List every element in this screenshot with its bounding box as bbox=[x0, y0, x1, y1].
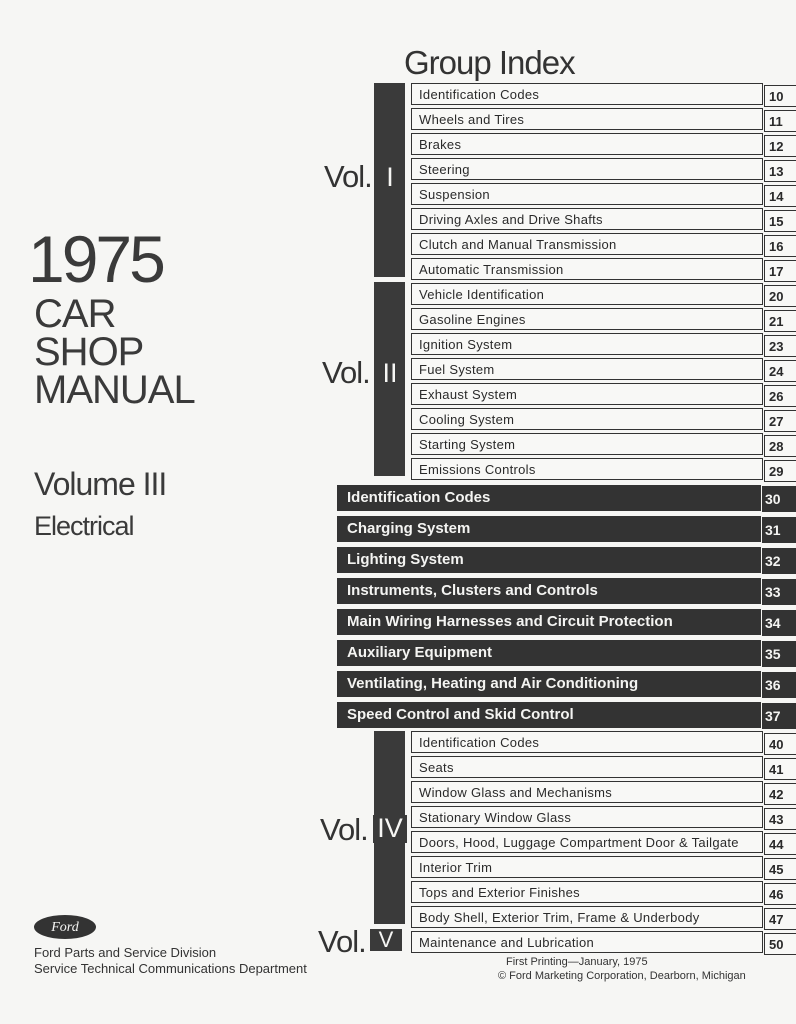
index-item: Brakes bbox=[411, 133, 763, 155]
group-number-highlighted: 34 bbox=[762, 610, 796, 636]
group-number: 28 bbox=[764, 435, 796, 457]
index-item: Interior Trim bbox=[411, 856, 763, 878]
group-number-highlighted: 31 bbox=[762, 517, 796, 543]
group-number: 13 bbox=[764, 160, 796, 182]
index-item: Maintenance and Lubrication bbox=[411, 931, 763, 953]
index-item-highlighted: Instruments, Clusters and Controls bbox=[337, 578, 761, 604]
group-number-highlighted: 30 bbox=[762, 486, 796, 512]
index-item: Cooling System bbox=[411, 408, 763, 430]
index-item: Ignition System bbox=[411, 333, 763, 355]
manual-year: 1975 bbox=[28, 222, 163, 296]
index-item: Body Shell, Exterior Trim, Frame & Underbody bbox=[411, 906, 763, 928]
vol-prefix: Vol. bbox=[318, 924, 366, 959]
title-line-car: CAR bbox=[34, 292, 116, 336]
index-item: Window Glass and Mechanisms bbox=[411, 781, 763, 803]
index-item: Tops and Exterior Finishes bbox=[411, 881, 763, 903]
group-index-title: Group Index bbox=[404, 44, 575, 81]
vol1-label bbox=[324, 161, 372, 192]
group-number-highlighted: 35 bbox=[762, 641, 796, 667]
volume-title: Volume III bbox=[34, 466, 167, 502]
index-item: Exhaust System bbox=[411, 383, 763, 405]
group-number: 42 bbox=[764, 783, 796, 805]
index-item-highlighted: Main Wiring Harnesses and Circuit Protection bbox=[337, 609, 761, 635]
index-item: Vehicle Identification bbox=[411, 283, 763, 305]
index-item: Gasoline Engines bbox=[411, 308, 763, 330]
index-item: Driving Axles and Drive Shafts bbox=[411, 208, 763, 230]
printing-text: First Printing—January, 1975 bbox=[506, 956, 648, 968]
ford-logo: Ford bbox=[34, 915, 96, 939]
group-number: 14 bbox=[764, 185, 796, 207]
division-text: Ford Parts and Service Division bbox=[34, 945, 217, 960]
group-number: 43 bbox=[764, 808, 796, 830]
group-number: 41 bbox=[764, 758, 796, 780]
index-item-highlighted: Identification Codes bbox=[337, 485, 761, 511]
vol1-roman: I bbox=[378, 164, 402, 194]
index-item: Identification Codes bbox=[411, 83, 763, 105]
index-item: Identification Codes bbox=[411, 731, 763, 753]
group-number: 17 bbox=[764, 260, 796, 282]
vol4-roman: IV bbox=[373, 815, 407, 843]
vol2-roman: II bbox=[377, 360, 403, 388]
index-item: Doors, Hood, Luggage Compartment Door & Tailgate bbox=[411, 831, 763, 853]
group-number: 47 bbox=[764, 908, 796, 930]
department-text: Service Technical Communications Department bbox=[34, 961, 307, 976]
title-line-shop: SHOP bbox=[34, 330, 144, 374]
vol4-label bbox=[320, 814, 368, 845]
vol-prefix: Vol. bbox=[322, 355, 370, 390]
title-line-manual: MANUAL bbox=[34, 368, 195, 412]
group-number: 16 bbox=[764, 235, 796, 257]
group-number: 11 bbox=[764, 110, 796, 132]
index-item-highlighted: Auxiliary Equipment bbox=[337, 640, 761, 666]
volume-subject: Electrical bbox=[34, 511, 134, 541]
group-number-highlighted: 36 bbox=[762, 672, 796, 698]
index-item-highlighted: Lighting System bbox=[337, 547, 761, 573]
group-number: 26 bbox=[764, 385, 796, 407]
vol2-label bbox=[322, 357, 370, 388]
copyright-text: © Ford Marketing Corporation, Dearborn, Michigan bbox=[498, 970, 746, 982]
group-number: 44 bbox=[764, 833, 796, 855]
vol5-roman: V bbox=[370, 929, 402, 951]
group-number-highlighted: 32 bbox=[762, 548, 796, 574]
index-item: Steering bbox=[411, 158, 763, 180]
index-item: Emissions Controls bbox=[411, 458, 763, 480]
index-item: Seats bbox=[411, 756, 763, 778]
group-number: 40 bbox=[764, 733, 796, 755]
group-number: 10 bbox=[764, 85, 796, 107]
group-number: 29 bbox=[764, 460, 796, 482]
vol5-label bbox=[318, 926, 366, 957]
vol-prefix: Vol. bbox=[324, 159, 372, 194]
vol-prefix: Vol. bbox=[320, 812, 368, 847]
group-number: 46 bbox=[764, 883, 796, 905]
group-number-highlighted: 37 bbox=[762, 703, 796, 729]
index-item-highlighted: Ventilating, Heating and Air Conditioning bbox=[337, 671, 761, 697]
group-number: 23 bbox=[764, 335, 796, 357]
group-number: 12 bbox=[764, 135, 796, 157]
index-item: Stationary Window Glass bbox=[411, 806, 763, 828]
index-item: Clutch and Manual Transmission bbox=[411, 233, 763, 255]
index-item: Suspension bbox=[411, 183, 763, 205]
index-item: Starting System bbox=[411, 433, 763, 455]
group-number-highlighted: 33 bbox=[762, 579, 796, 605]
group-number: 50 bbox=[764, 933, 796, 955]
index-item: Fuel System bbox=[411, 358, 763, 380]
group-number: 20 bbox=[764, 285, 796, 307]
group-number: 15 bbox=[764, 210, 796, 232]
group-number: 24 bbox=[764, 360, 796, 382]
index-item-highlighted: Speed Control and Skid Control bbox=[337, 702, 761, 728]
group-number: 21 bbox=[764, 310, 796, 332]
group-number: 45 bbox=[764, 858, 796, 880]
index-item: Automatic Transmission bbox=[411, 258, 763, 280]
group-number: 27 bbox=[764, 410, 796, 432]
index-item: Wheels and Tires bbox=[411, 108, 763, 130]
index-item-highlighted: Charging System bbox=[337, 516, 761, 542]
